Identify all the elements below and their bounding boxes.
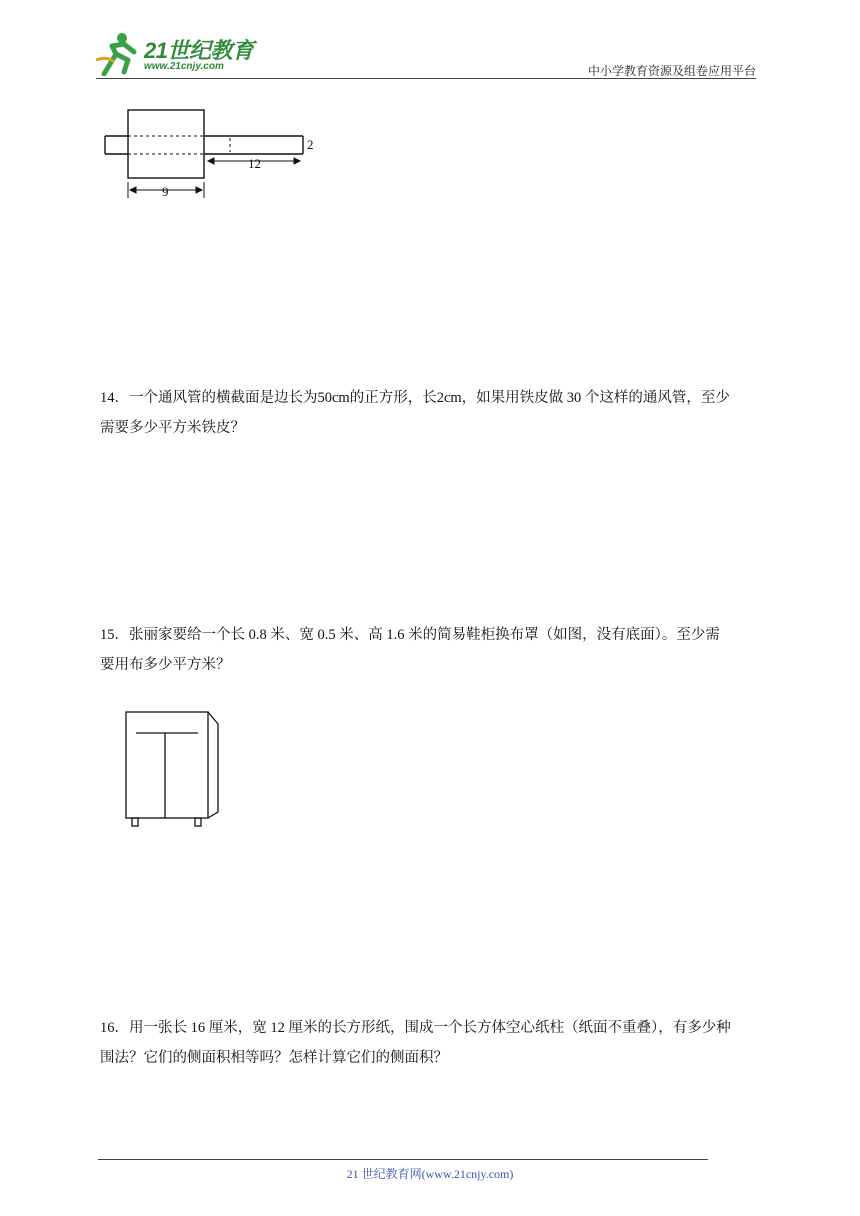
question-16-line-1 bbox=[100, 1013, 762, 1043]
question-number: 16． bbox=[100, 1020, 129, 1036]
runner-logo-icon bbox=[94, 30, 144, 76]
shoe-cabinet-diagram bbox=[118, 706, 230, 832]
page-footer: 21 世纪教育网(www.21cnjy.com) bbox=[346, 1167, 514, 1181]
question-number: 15． bbox=[100, 627, 129, 643]
question-15 bbox=[100, 620, 762, 680]
logo-text: 21世纪教育 bbox=[144, 38, 254, 63]
question-16-line-2: 围法？它们的侧面积相等吗？怎样计算它们的侧面积？ bbox=[100, 1050, 448, 1066]
logo-url: www.21cnjy.com bbox=[144, 61, 224, 72]
question-15-line-2: 要用布多少平方米？ bbox=[100, 657, 231, 673]
question-14-line-1 bbox=[100, 383, 762, 413]
question-15-line-1 bbox=[100, 620, 762, 650]
question-text: 一个通风管的横截面是边长为50cm的正方形，长2cm，如果用铁皮做 30 个这样的通风管，至少 bbox=[129, 390, 730, 406]
dimension-label-9: 9 bbox=[162, 184, 169, 199]
question-16 bbox=[100, 1013, 762, 1073]
platform-title: 中小学教育资源及组卷应用平台 bbox=[587, 64, 756, 78]
footer-divider bbox=[98, 1159, 708, 1160]
page-header bbox=[0, 0, 860, 84]
question-text: 用一张长 16 厘米，宽 12 厘米的长方形纸，围成一个长方体空心纸柱（纸面不重叠），有多少种 bbox=[129, 1020, 731, 1036]
question-14 bbox=[100, 383, 762, 443]
pipe-cross-section-diagram bbox=[100, 104, 320, 204]
question-number: 14． bbox=[100, 390, 129, 406]
question-14-line-2: 需要多少平方米铁皮？ bbox=[100, 420, 245, 436]
site-logo bbox=[94, 30, 264, 78]
header-divider bbox=[96, 78, 756, 79]
dimension-label-2: 2 bbox=[307, 137, 314, 152]
dimension-label-12: 12 bbox=[248, 156, 261, 171]
question-text: 张丽家要给一个长 0.8 米、宽 0.5 米、高 1.6 米的简易鞋柜换布罩（如图，没有底面）。至少需 bbox=[129, 627, 720, 643]
